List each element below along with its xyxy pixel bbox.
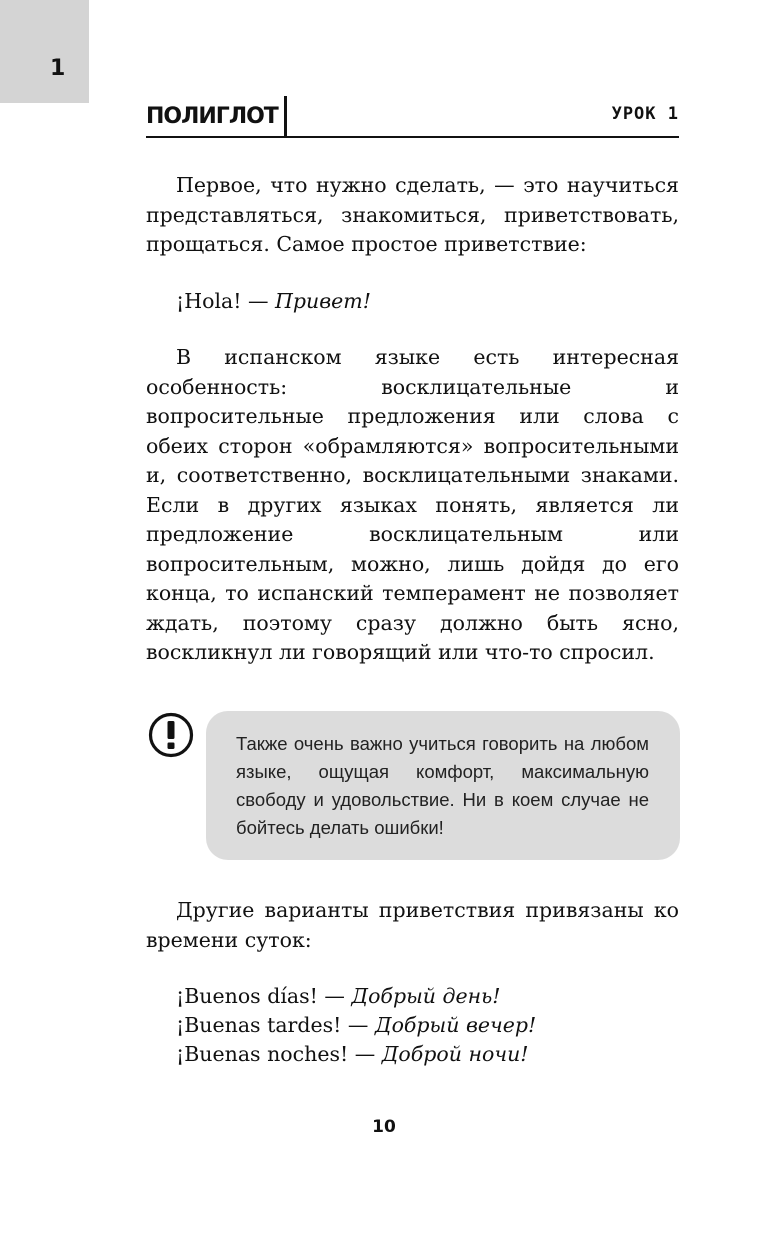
- explanation-paragraph: [146, 343, 679, 668]
- greeting-translation: Добрый день!: [351, 984, 501, 1008]
- header-rule: [146, 136, 679, 138]
- page-number: 10: [372, 1117, 396, 1137]
- greeting-line: [176, 982, 501, 1012]
- header-brand: ПОЛИГЛОТ: [146, 104, 278, 129]
- intro-paragraph: [146, 171, 679, 260]
- greeting-line: [176, 1040, 529, 1070]
- exclamation-circle-icon: [148, 712, 194, 758]
- other-greetings-intro: [146, 896, 679, 955]
- greeting-phrase: ¡Buenos días! —: [176, 984, 352, 1008]
- header-lesson: УРОК 1: [611, 104, 679, 124]
- greeting-phrase: ¡Hola! —: [176, 289, 276, 313]
- greeting-phrase: ¡Buenas tardes! —: [176, 1013, 375, 1037]
- greeting-translation: Добрый вечер!: [374, 1013, 537, 1037]
- greeting-translation: Доброй ночи!: [381, 1042, 529, 1066]
- greeting-line: [176, 1011, 536, 1041]
- chapter-tab: [0, 0, 89, 103]
- explanation-text: В испанском языке есть интересная особенность: восклицательные и вопросительные предложения или слова с обеих сторон «обрамляются» вопросительными и, соответственно, восклицательными знаками. Если в других языках понять, является ли предложение восклицательным или вопросительным, можно, лишь дойдя до его конца, то испанский темперамент не позволяет ждать, поэтому сразу должно быть ясно, воскликнул ли говорящий или что-то спросил.: [146, 345, 679, 664]
- other-intro-text: Другие варианты приветствия привязаны ко времени суток:: [146, 898, 679, 952]
- intro-text: Первое, что нужно сделать, — это научиться представляться, знакомиться, приветствовать, прощаться. Самое простое приветствие:: [146, 173, 679, 256]
- greeting-translation: Привет!: [275, 289, 371, 313]
- chapter-number: 1: [50, 56, 66, 81]
- greeting-line: [176, 287, 371, 317]
- header-divider-vertical: [284, 96, 287, 137]
- note-text: Также очень важно учиться говорить на любом языке, ощущая комфорт, максимальную свободу и удовольствие. Ни в коем случае не бойтесь делать ошибки!: [236, 733, 649, 838]
- greeting-phrase: ¡Buenas noches! —: [176, 1042, 382, 1066]
